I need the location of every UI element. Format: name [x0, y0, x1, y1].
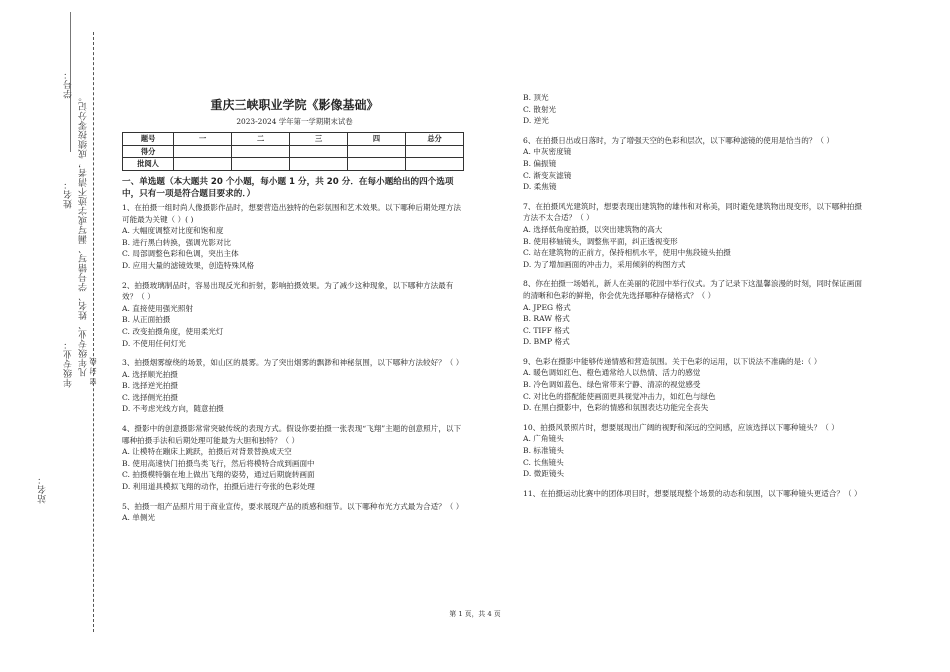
answer-option[interactable]: B. 使用移轴镜头，调整焦平面，纠正透视变形 — [523, 236, 678, 246]
answer-option[interactable]: B. 标准镜头 — [523, 446, 564, 456]
answer-option[interactable]: A. 中灰密度镜 — [523, 147, 572, 157]
question-stem: 9、色彩在摄影中能够传递情感和营造氛围。关于色彩的运用，以下说法不准确的是:（ ） — [523, 356, 822, 366]
page-footer: 第 1 页，共 4 页 — [449, 610, 501, 618]
question-stem: 6、在拍摄日出或日落时，为了增强天空的色彩和层次，以下哪种滤镜的使用是恰当的？（ ） — [523, 135, 834, 145]
question-stem: 10、拍摄风景照片时，想要展现出广阔的视野和深远的空间感，应该选择以下哪种镜头？（ ） — [523, 422, 839, 432]
question — [523, 201, 868, 271]
answer-option[interactable]: A. 让模特在蹦床上跳跃，拍摄后对背景替换成天空 — [122, 447, 292, 457]
answer-option[interactable]: C. 渐变灰滤镜 — [523, 170, 572, 180]
answer-option[interactable]: C. 局部调整色彩和色调，突出主体 — [122, 249, 239, 259]
question-stem: 1、在拍摄一组时尚人像摄影作品时，想要营造出独特的色彩氛围和艺术效果。以下哪种后期处理方法可能最为关键（ ）( ) — [122, 202, 461, 224]
answer-option[interactable]: C. 改变拍摄角度，使用柔光灯 — [122, 326, 224, 336]
answer-option[interactable]: D. 应用大量的滤镜效果，创造特殊风格 — [122, 260, 255, 270]
question-stem: 2、拍摄玻璃制品时，容易出现反光和折射，影响拍摄效果。为了减少这种现象，以下哪种方法最有效？（ ） — [122, 280, 454, 302]
question-stem: 4、摄影中的创意摄影常常突破传统的表现方式。假设你要拍摄一张表现“飞翔”主题的创意照片，以下哪种拍摄手法和后期处理可能最为大胆和独特？（ ） — [122, 424, 462, 445]
score-cell — [174, 158, 232, 171]
answer-option[interactable]: A. 暖色调如红色、橙色通常给人以热情、活力的感觉 — [523, 368, 701, 378]
class-label: 年级专业： — [64, 340, 74, 388]
answer-option[interactable]: C. 对比色的搭配能使画面更具视觉冲击力，如红色与绿色 — [523, 391, 716, 401]
score-table-row — [123, 145, 464, 158]
answer-option[interactable]: C. 拍摄模特躺在地上做出飞翔的姿势，通过后期旋转画面 — [122, 470, 315, 480]
answer-option[interactable]: D. BMP 格式 — [523, 337, 570, 347]
answer-option[interactable]: A. 广角镜头 — [523, 434, 564, 444]
score-cell — [290, 158, 348, 171]
question — [122, 423, 467, 493]
answer-option[interactable]: B. RAW 格式 — [523, 314, 570, 324]
answer-option[interactable]: B. 进行黑白转换，强调光影对比 — [122, 237, 232, 247]
score-cell — [232, 158, 290, 171]
score-table-header: 三 — [290, 133, 348, 146]
name-label: 姓名： — [64, 180, 74, 209]
answer-option[interactable]: B. 顶光 — [523, 93, 549, 102]
answer-option[interactable]: D. 柔焦镜 — [523, 182, 557, 192]
score-cell — [290, 145, 348, 158]
score-cell — [406, 145, 464, 158]
score-table-header: 题号 — [123, 133, 174, 146]
left-column — [122, 100, 467, 524]
answer-option[interactable]: D. 不使用任何灯光 — [122, 338, 186, 348]
score-table-header: 一 — [174, 133, 232, 146]
question-stem: 3、拍摄烟雾缭绕的场景，如山区的晨雾。为了突出烟雾的飘渺和神秘氛围，以下哪种方法较好？（ ） — [122, 358, 464, 368]
answer-option[interactable]: D. 为了增加画面的冲击力，采用倾斜的构图方式 — [523, 259, 686, 269]
score-table-header: 总分 — [406, 133, 464, 146]
question — [523, 422, 868, 480]
exam-title: 重庆三峡职业学院《影像基础》 — [210, 98, 379, 112]
score-cell — [406, 158, 464, 171]
answer-option[interactable]: A. 选择顺光拍摄 — [122, 369, 178, 379]
answer-option[interactable]: C. 散射光 — [523, 104, 557, 114]
answer-option[interactable]: A. 大幅度调整对比度和饱和度 — [122, 226, 224, 236]
answer-option[interactable]: B. 冷色调如蓝色、绿色常带来宁静、清凉的视觉感受 — [523, 380, 701, 390]
exam-subtitle: 2023-2024 学年第一学期期末试卷 — [236, 116, 353, 126]
score-table-header-row — [123, 133, 464, 146]
answer-option[interactable]: D. 微距镜头 — [523, 469, 565, 479]
question-stem: 5、拍摄一组产品照片用于商业宣传，要求展现产品的质感和细节。以下哪种布光方式最为合适？（ ） — [122, 501, 464, 511]
answer-option[interactable]: D. 逆光 — [523, 116, 549, 126]
question — [523, 488, 868, 500]
score-table-row-label: 批阅人 — [123, 158, 174, 171]
score-cell — [348, 145, 406, 158]
answer-option[interactable]: B. 从正面拍摄 — [122, 315, 171, 325]
question-stem: 7、在拍摄风光建筑时，想要表现出建筑物的雄伟和对称美，同时避免建筑物出现变形，以下哪种拍摄方法不太合适？（ ） — [523, 201, 862, 223]
question — [523, 135, 868, 193]
answer-option[interactable]: C. 站在建筑物的正前方，保持相机水平，使用中焦段镜头拍摄 — [523, 248, 731, 258]
score-table-row-label: 得分 — [123, 145, 174, 158]
binding-margin — [0, 0, 110, 672]
score-cell — [348, 158, 406, 171]
q5-continued-options — [523, 92, 868, 127]
answer-option[interactable]: D. 利用道具模拟飞翔的动作，拍摄后进行夸张的色彩处理 — [122, 482, 315, 492]
score-table-header: 四 — [348, 133, 406, 146]
question — [122, 501, 467, 524]
question-stem: 11、在拍摄运动比赛中的团体项目时，想要展现整个场景的动态和氛围，以下哪种镜头更适合？（ ） — [523, 488, 862, 498]
question — [122, 280, 467, 350]
answer-option[interactable]: B. 使用高速快门拍摄鸟类飞行，然后将模特合成到画面中 — [122, 458, 315, 468]
question — [523, 278, 868, 348]
right-question-list — [523, 135, 868, 500]
question — [523, 356, 868, 414]
seal-warning: 凡年级专业、姓名、学号错写、漏写或字迹不清者，成绩按零分记。 — [79, 92, 89, 377]
seal-line-text: 密 封 线 — [89, 357, 97, 385]
answer-option[interactable]: B. 偏振镜 — [523, 158, 557, 168]
section-1-heading: 一、单选题（本大题共 20 个小题，每小题 1 分，共 20 分．在每小题给出的四个选项中，只有一项是符合题目要求的．） — [122, 176, 454, 200]
score-table-header: 二 — [232, 133, 290, 146]
answer-option[interactable]: A. JPEG 格式 — [523, 302, 571, 312]
answer-option[interactable]: D. 在黑白摄影中，色彩的情感和氛围表达功能完全丧失 — [523, 403, 709, 413]
answer-option[interactable]: C. TIFF 格式 — [523, 325, 570, 335]
right-column — [523, 92, 868, 499]
question-stem: 8、你在拍摄一场婚礼，新人在美丽的花园中举行仪式。为了记录下这温馨浪漫的时刻，同时保证画面的清晰和色彩的鲜艳，你会优先选择哪种存储格式？（ ） — [523, 279, 862, 300]
answer-option[interactable]: A. 单侧光 — [122, 513, 156, 523]
score-cell — [174, 145, 232, 158]
student-no-label: 学号： — [64, 70, 74, 99]
exam-site-label: 站名： — [38, 475, 48, 504]
score-cell — [232, 145, 290, 158]
score-table — [122, 132, 464, 171]
answer-option[interactable]: C. 选择侧光拍摄 — [122, 392, 178, 402]
question — [122, 357, 467, 415]
answer-option[interactable]: C. 长焦镜头 — [523, 457, 564, 467]
question — [122, 202, 467, 272]
left-question-list — [122, 202, 467, 524]
answer-option[interactable]: D. 不考虑光线方向，随意拍摄 — [122, 404, 224, 414]
answer-option[interactable]: B. 选择逆光拍摄 — [122, 381, 178, 391]
score-table-row — [123, 158, 464, 171]
answer-option[interactable]: A. 选择低角度拍摄，以突出建筑物的高大 — [523, 224, 663, 234]
answer-option[interactable]: A. 直接使用强光照射 — [122, 303, 194, 313]
